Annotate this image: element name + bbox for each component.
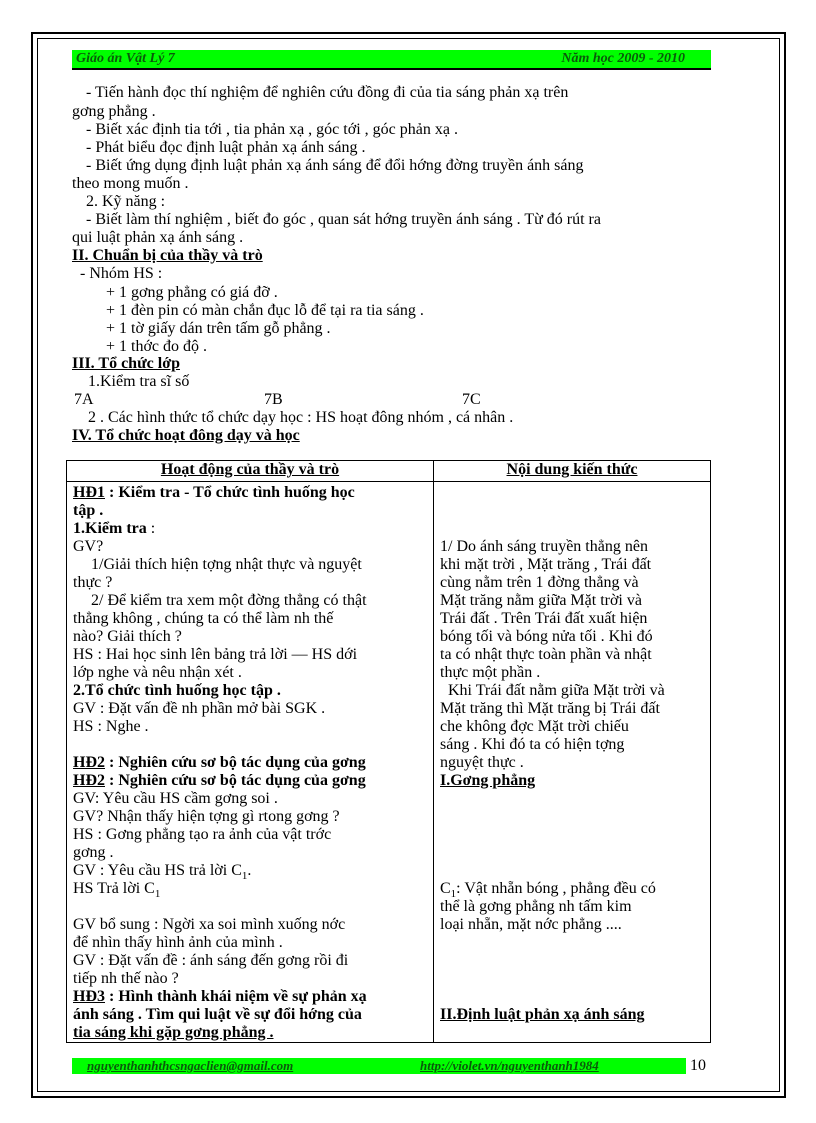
activity-line: HS : Nghe . [73,718,149,735]
section-heading: II. Chuẩn bị của thầy và trò [72,247,263,264]
text-line: 2 . Các hình thức tổ chức dạy học : HS hoạt đông nhóm , cá nhân . [88,409,514,426]
text-line: gơng phẳng . [72,103,156,120]
activity-heading: tia sáng khi gặp gơng phẳng . [73,1024,274,1041]
lesson-table [66,460,711,1043]
content-heading: II.Định luật phản xạ ánh sáng [440,1006,645,1023]
activity-line: GV? [73,538,104,555]
content-line: cùng nằm trên 1 đờng thẳng và [440,574,639,591]
text-line: - Biết xác định tia tới , tia phản xạ , góc tới , góc phản xạ . [86,121,458,138]
list-item: + 1 tờ giấy dán trên tấm gỗ phẳng . [106,320,331,337]
content-line: Khi Trái đất nằm giữa Mặt trời và [448,682,665,699]
page-footer [72,1058,686,1074]
content-heading: I.Gơng phẳng [440,772,536,789]
class-label: 7A [74,391,94,408]
activity-line: nào? Giải thích ? [73,628,182,645]
activity-line: GV bổ sung : Ngời xa soi mình xuống nớc [73,916,346,933]
text-line: 2. Kỹ năng : [86,193,166,210]
activity-heading: HĐ2 : Nghiên cứu sơ bộ tác dụng của gơng [73,772,366,789]
activity-line: 2/ Để kiểm tra xem một đờng thẳng có thật [91,592,367,609]
section-heading: III. Tổ chức lớp [72,355,180,372]
content-line: thể là gơng phẳng nh tấm kim [440,898,632,915]
activity-line: GV: Yêu cầu HS cầm gơng soi . [73,790,278,807]
activity-line: HS : Gơng phẳng tạo ra ảnh của vật trớc [73,826,332,843]
activity-line: thực ? [73,574,113,591]
activity-line: tiếp nh thế nào ? [73,970,179,987]
activity-line: lớp nghe và nêu nhận xét . [73,664,242,681]
content-line: nguyệt thực . [440,754,524,771]
content-line: Trái đất . Trên Trái đất xuất hiện [440,610,648,627]
activity-line: GV? Nhận thấy hiện tợng gì rtong gơng ? [73,808,340,825]
content-line: ta có nhật thực toàn phần và nhật [440,646,652,663]
activity-line: 1.Kiểm tra : [73,520,156,537]
activity-line: HS : Hai học sinh lên bảng trả lời — HS dới [73,646,358,663]
content-line: loại nhẵn, mặt nớc phẳng .... [440,916,622,933]
section-heading: IV. Tổ chức hoạt đông dạy và học [72,427,300,444]
activities-cell [67,482,433,1042]
footer-url[interactable]: http://violet.vn/nguyenthanh1984 [420,1058,599,1073]
activity-line: thẳng không , chúng ta có thể làm nh thế [73,610,334,627]
activity-line: GV : Yêu cầu HS trả lời $C_1$. [73,862,252,883]
activity-line: GV : Đặt vấn đề : ánh sáng đến gơng rồi đi [73,952,349,969]
activity-line: 1/Giải thích hiện tợng nhật thực và nguyệt [91,556,362,573]
activity-line: để nhìn thấy hình ảnh của mình . [73,934,283,951]
page-header [72,50,711,70]
activity-heading: HĐ1 : Kiểm tra - Tổ chức tình huống học [73,484,355,501]
activity-heading: 2.Tổ chức tình huống học tập . [73,682,281,699]
text-line: - Biết làm thí nghiệm , biết đo góc , quan sát hớng truyền ánh sáng . Từ đó rút ra [86,211,601,228]
activity-heading: HĐ2 : Nghiên cứu sơ bộ tác dụng của gơng [73,754,366,771]
content-line: Mặt trăng nằm giữa Mặt trời và [440,592,642,609]
activity-line: GV : Đặt vấn đề nh phần mở bài SGK . [73,700,326,717]
text-line: - Biết ứng dụng định luật phản xạ ánh sáng để đổi hớng đờng truyền ánh sáng [86,157,584,174]
class-label: 7C [462,391,481,408]
content-line: khi mặt trời , Mặt trăng , Trái đất [440,556,652,573]
text-line: theo mong muốn . [72,175,189,192]
text-line: - Tiến hành đọc thí nghiệm để nghiên cứu đồng đi của tia sáng phản xạ trên [86,84,569,101]
content-cell [434,482,710,1042]
list-item: + 1 đèn pin có màn chắn đục lỗ để tại ra tia sáng . [106,302,424,319]
content-line: thực một phần . [440,664,541,681]
activity-line: HS Trả lời $C_1$ [73,880,161,901]
class-label: 7B [264,391,283,408]
header-right: Năm học 2009 - 2010 [561,51,685,66]
content-line: $C_1$: Vật nhẵn bóng , phẳng đều có [440,880,656,901]
content-line: bóng tối và bóng nửa tối . Khi đó [440,628,653,645]
text-line: 1.Kiểm tra sĩ số [88,373,190,390]
activity-line: gơng . [73,844,114,861]
list-item: + 1 gơng phẳng có giá đỡ . [106,284,278,301]
activity-heading: ánh sáng . Tìm qui luật về sự đổi hớng của [73,1006,362,1023]
text-line: - Nhóm HS : [80,265,163,282]
footer-email[interactable]: nguyenthanhthcsngaclien@gmail.com [87,1058,294,1073]
activity-heading: tập . [73,502,104,519]
content-line: sáng . Khi đó ta có hiện tợng [440,736,625,753]
content-line: 1/ Do ánh sáng truyền thẳng nên [440,538,648,555]
page-number: 10 [690,1057,706,1074]
activity-heading: HĐ3 : Hình thành khái niệm về sự phản xạ [73,988,367,1005]
text-line: qui luật phản xạ ánh sáng . [72,229,244,246]
table-header-content: Nội dung kiến thức [434,461,711,482]
table-header-activities: Hoạt động của thầy và trò [67,461,434,482]
text-line: - Phát biểu đọc định luật phản xạ ánh sáng . [86,139,366,156]
content-line: che không đợc Mặt trời chiếu [440,718,629,735]
content-line: Mặt trăng thì Mặt trăng bị Trái đất [440,700,660,717]
list-item: + 1 thớc đo độ . [106,338,208,355]
header-left: Giáo án Vật Lý 7 [76,51,175,66]
